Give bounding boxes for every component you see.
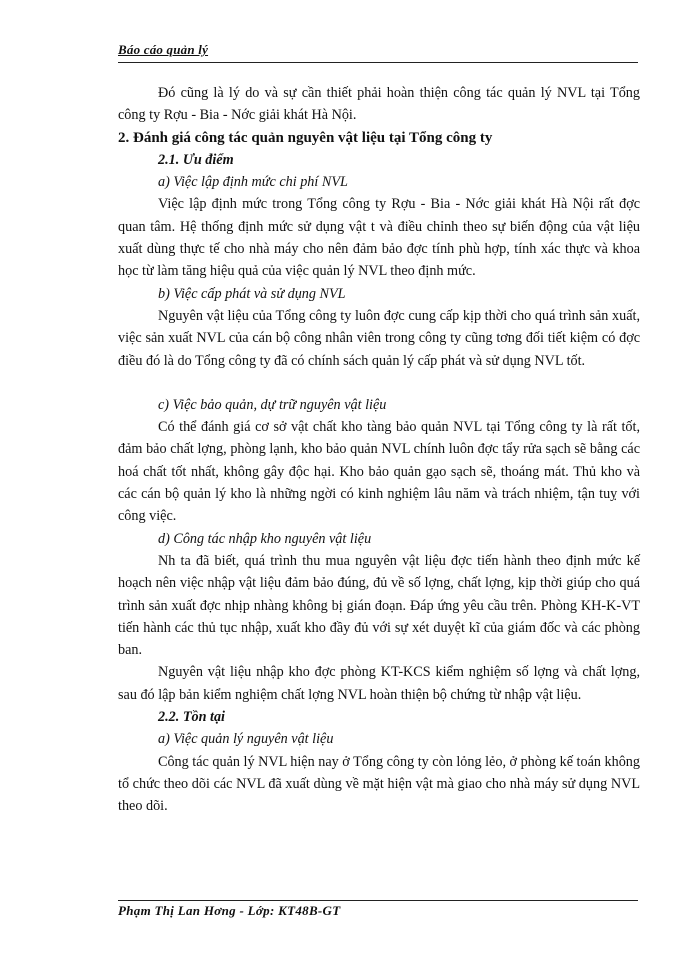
item-heading-d: d) Công tác nhập kho nguyên vật liệu (158, 530, 372, 547)
paragraph-storage: Có thể đánh giá cơ sở vật chất kho tàng bảo quản NVL tại Tổng công ty là rất tốt, đảm bảo chất lợng, phòng lạnh, kho bảo quản NVL chính luôn đợc tẩy rửa sạch sẽ bằng các hoá chất tốt nhất, không gây độc hại. Kho bảo quản gạo sạch sẽ, thoáng mát. Thủ kho và các cán bộ quản lý kho là những ngời có kinh nghiệm lâu năm và trách nhiệm, tận tuỵ với công việc. (118, 419, 640, 525)
footer-author: Phạm Thị Lan Hơng - Lớp: KT48B-GT (118, 903, 341, 918)
header-title: Báo cáo quản lý (118, 42, 209, 57)
page-footer (118, 900, 638, 931)
page-header (118, 36, 638, 63)
item-heading-c: c) Việc bảo quản, dự trữ nguyên vật liệu (158, 396, 387, 413)
paragraph-management: Công tác quản lý NVL hiện nay ở Tổng công ty còn lỏng lẻo, ở phòng kế toán không tổ chức theo dõi các NVL đã xuất dùng về mặt hiện vật mà giao cho nhà máy sử dụng NVL theo dõi. (118, 753, 640, 815)
item-heading-b: b) Việc cấp phát và sử dụng NVL (158, 285, 346, 302)
paragraph-norms: Việc lập định mức trong Tổng công ty Rợu - Bia - Nớc giải khát Hà Nội rất đợc quan tâm. Hệ thống định mức sử dụng vật t và điều chỉnh theo sự biến động của vật liệu xuất dùng thực tế cho nhà máy cho nên đảm bảo đợc tính phù hợp, tính xác thực và khoa học từ làm tăng hiệu quả của việc quản lý NVL theo định mức. (118, 196, 640, 280)
subsection-heading-2-2: 2.2. Tồn tại (158, 709, 226, 726)
paragraph-receiving: Nh ta đã biết, quá trình thu mua nguyên vật liệu đợc tiến hành theo định mức kế hoạch nên việc nhập vật liệu đảm bảo đúng, đủ về số lợng, chất lợng, kịp thời giúp cho quá trình sản xuất đợc nhịp nhàng không bị gián đoạn. Đáp ứng yêu cầu trên. Phòng KH-K-VT tiến hành các thủ tục nhập, xuất kho đầy đủ với sự xét duyệt kĩ của giám đốc và các phòng ban. (118, 552, 640, 659)
section-heading-2: 2. Đánh giá công tác quản nguyên vật liệu tại Tổng công ty (118, 129, 493, 146)
paragraph-inspection: Nguyên vật liệu nhập kho đợc phòng KT-KCS kiểm nghiệm số lợng và chất lợng, sau đó lập bản kiểm nghiệm chất lợng NVL hoàn thiện bộ chứng từ nhập vật liệu. (118, 664, 640, 703)
item-heading-a-2: a) Việc quản lý nguyên vật liệu (158, 731, 334, 748)
subsection-heading-2-1: 2.1. Ưu điểm (158, 151, 234, 168)
document-body (118, 82, 640, 818)
item-heading-a: a) Việc lập định mức chi phí NVL (158, 174, 348, 191)
paragraph-intro: Đó cũng là lý do và sự cần thiết phải hoàn thiện công tác quản lý NVL tại Tổng công ty Rợu - Bia - Nớc giải khát Hà Nội. (118, 85, 640, 124)
paragraph-supply: Nguyên vật liệu của Tổng công ty luôn đợc cung cấp kịp thời cho quá trình sản xuất, việc sản xuất NVL của cán bộ công nhân viên trong công ty cũng tơng đối tiết kiệm có đợc điều đó là do Tổng công ty đã có chính sách quản lý cấp phát và sử dụng NVL tốt. (118, 307, 640, 369)
paragraph-gap (118, 372, 640, 394)
